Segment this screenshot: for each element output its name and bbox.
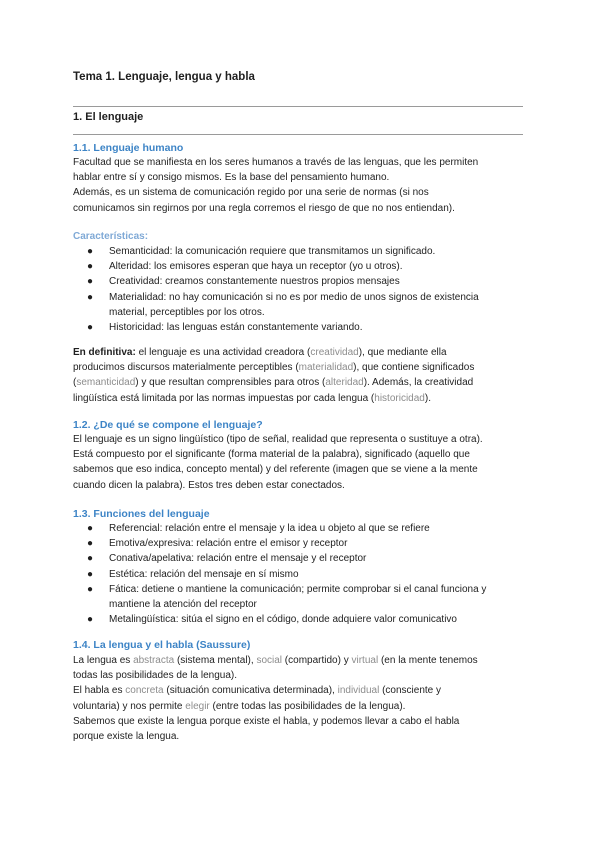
keyword-abstracta: abstracta <box>133 655 175 666</box>
list-item-text: Metalingüística: sitúa el signo en el código, donde adquiere valor comunicativo <box>109 614 457 626</box>
text-line <box>73 653 523 668</box>
text-run: lingüística está limitada por las normas impuestas por cada lengua ( <box>73 392 375 404</box>
bullet-icon: ● <box>87 583 94 595</box>
text-line: Está compuesto por el significante (forma material de la palabra), significado (aquello que <box>73 449 470 461</box>
bullet-icon: ● <box>87 291 94 303</box>
keyword-individual: individual <box>337 685 380 697</box>
list-item <box>73 536 513 551</box>
functions-list <box>73 521 513 627</box>
text-line <box>73 683 523 698</box>
list-item <box>73 274 513 289</box>
section-divider <box>73 134 523 135</box>
text-run: ( <box>73 377 77 389</box>
text-run: ) y que resultan comprensibles para otros ( <box>135 377 326 389</box>
text-run: (en la mente tenemos <box>378 655 478 666</box>
text-line: sabemos que eso indica, concepto mental) y del referente (imagen que se viene a la mente <box>73 464 478 476</box>
keyword-concreta: concreta <box>125 685 164 697</box>
keyword-elegir: elegir <box>185 700 210 712</box>
bullet-icon: ● <box>87 538 94 550</box>
characteristics-list <box>73 244 513 335</box>
section-heading-1: 1. El lenguaje <box>73 111 144 123</box>
text-run: producimos discursos materialmente perceptibles ( <box>73 362 299 374</box>
paragraph-lengua-habla <box>73 653 523 744</box>
list-item <box>73 259 513 274</box>
text-line: comunicamos sin regirnos por una regla corremos el riesgo de que no nos entiendan). <box>73 202 455 214</box>
list-item <box>73 521 513 536</box>
list-item-text: Emotiva/expresiva: relación entre el emisor y receptor <box>109 538 348 550</box>
keyword-alteridad: alteridad <box>325 377 364 389</box>
text-run: (consciente y <box>379 685 442 697</box>
text-run: ). Además, la creatividad <box>363 377 474 389</box>
list-item <box>73 582 513 612</box>
heading-1-3: 1.3. Funciones del lenguaje <box>73 508 210 520</box>
text-line <box>73 345 523 360</box>
list-item <box>73 244 513 259</box>
list-item-text: material, perceptibles por los otros. <box>109 306 265 318</box>
list-item-text: Fática: detiene o mantiene la comunicación; permite comprobar si el canal funciona y <box>109 583 487 595</box>
list-item <box>73 320 513 335</box>
list-item-text: Creatividad: creamos constantemente nuestros propios mensajes <box>109 276 400 288</box>
text-run: ). <box>424 392 431 404</box>
paragraph-lenguaje-humano <box>73 155 523 216</box>
list-item <box>73 290 513 320</box>
keyword-social: social <box>256 655 283 666</box>
text-line: todas las posibilidades de la lengua). <box>73 670 237 682</box>
bullet-icon: ● <box>87 553 94 565</box>
text-run: el lenguaje es una actividad creadora ( <box>135 347 311 358</box>
list-item-text: Estética: relación del mensaje en sí mismo <box>109 568 299 580</box>
text-line <box>73 375 523 390</box>
list-item-text: mantiene la atención del receptor <box>109 599 257 611</box>
text-line <box>73 360 523 375</box>
keyword-materialidad: materialidad <box>298 362 354 374</box>
text-line: porque existe la lengua. <box>73 731 180 743</box>
text-line: Sabemos que existe la lengua porque existe el habla, y podemos llevar a cabo el habla <box>73 715 460 727</box>
keyword-historicidad: historicidad <box>374 392 425 404</box>
list-item <box>73 551 513 566</box>
bullet-icon: ● <box>87 523 94 534</box>
bullet-icon: ● <box>87 261 94 273</box>
heading-1-1: 1.1. Lenguaje humano <box>73 142 184 154</box>
heading-1-4: 1.4. La lengua y el habla (Saussure) <box>73 639 251 651</box>
heading-1-2: 1.2. ¿De qué se compone el lenguaje? <box>73 419 263 431</box>
keyword-creatividad: creatividad <box>310 347 359 358</box>
characteristics-heading: Características: <box>73 231 149 242</box>
text-run: El habla es <box>73 685 126 697</box>
text-run: (compartido) y <box>282 655 352 666</box>
text-line: Facultad que se manifiesta en los seres humanos a través de las lenguas, que les permiten <box>73 157 479 168</box>
text-line: cuando dicen la palabra). Estos tres deben estar conectados. <box>73 479 345 491</box>
bullet-icon: ● <box>87 568 94 580</box>
list-item-text: Historicidad: las lenguas están constantemente variando. <box>109 322 363 334</box>
text-run: (entre todas las posibilidades de la lengua). <box>209 700 406 712</box>
bullet-icon: ● <box>87 614 94 626</box>
text-run: ), que contiene significados <box>353 362 475 374</box>
list-item-text: Alteridad: los emisores esperan que haya un receptor (yo u otros). <box>109 261 403 273</box>
bullet-icon: ● <box>87 276 94 288</box>
text-run: (situación comunicativa determinada), <box>163 685 338 697</box>
list-item-text: Materialidad: no hay comunicación si no es por medio de unos signos de existencia <box>109 291 479 303</box>
list-item <box>73 567 513 582</box>
text-line <box>73 699 523 714</box>
list-item-text: Conativa/apelativa: relación entre el mensaje y el receptor <box>109 553 367 565</box>
keyword-virtual: virtual <box>351 655 379 666</box>
text-line <box>73 391 523 406</box>
section-divider <box>73 106 523 107</box>
text-run: La lengua es <box>73 655 134 666</box>
bullet-icon: ● <box>87 322 94 334</box>
text-run: (sistema mental), <box>174 655 257 666</box>
summary-paragraph <box>73 345 523 406</box>
text-line: Además, es un sistema de comunicación regido por una serie de normas (si nos <box>73 187 429 199</box>
bullet-icon: ● <box>87 246 94 257</box>
text-line: hablar entre sí y consigo mismos. Es la base del pensamiento humano. <box>73 172 390 184</box>
list-item-text: Referencial: relación entre el mensaje y la idea u objeto al que se refiere <box>109 523 430 534</box>
summary-label: En definitiva: <box>73 347 136 358</box>
text-run: ), que mediante ella <box>358 347 447 358</box>
keyword-semanticidad: semanticidad <box>76 377 136 389</box>
text-run: voluntaria) y nos permite <box>73 700 186 712</box>
list-item <box>73 612 513 627</box>
paragraph-composicion <box>73 432 523 493</box>
document-title: Tema 1. Lenguaje, lengua y habla <box>73 71 255 83</box>
list-item-text: Semanticidad: la comunicación requiere que transmitamos un significado. <box>109 246 436 257</box>
text-line: El lenguaje es un signo lingüístico (tipo de señal, realidad que representa o sustituye a otra). <box>73 434 483 445</box>
